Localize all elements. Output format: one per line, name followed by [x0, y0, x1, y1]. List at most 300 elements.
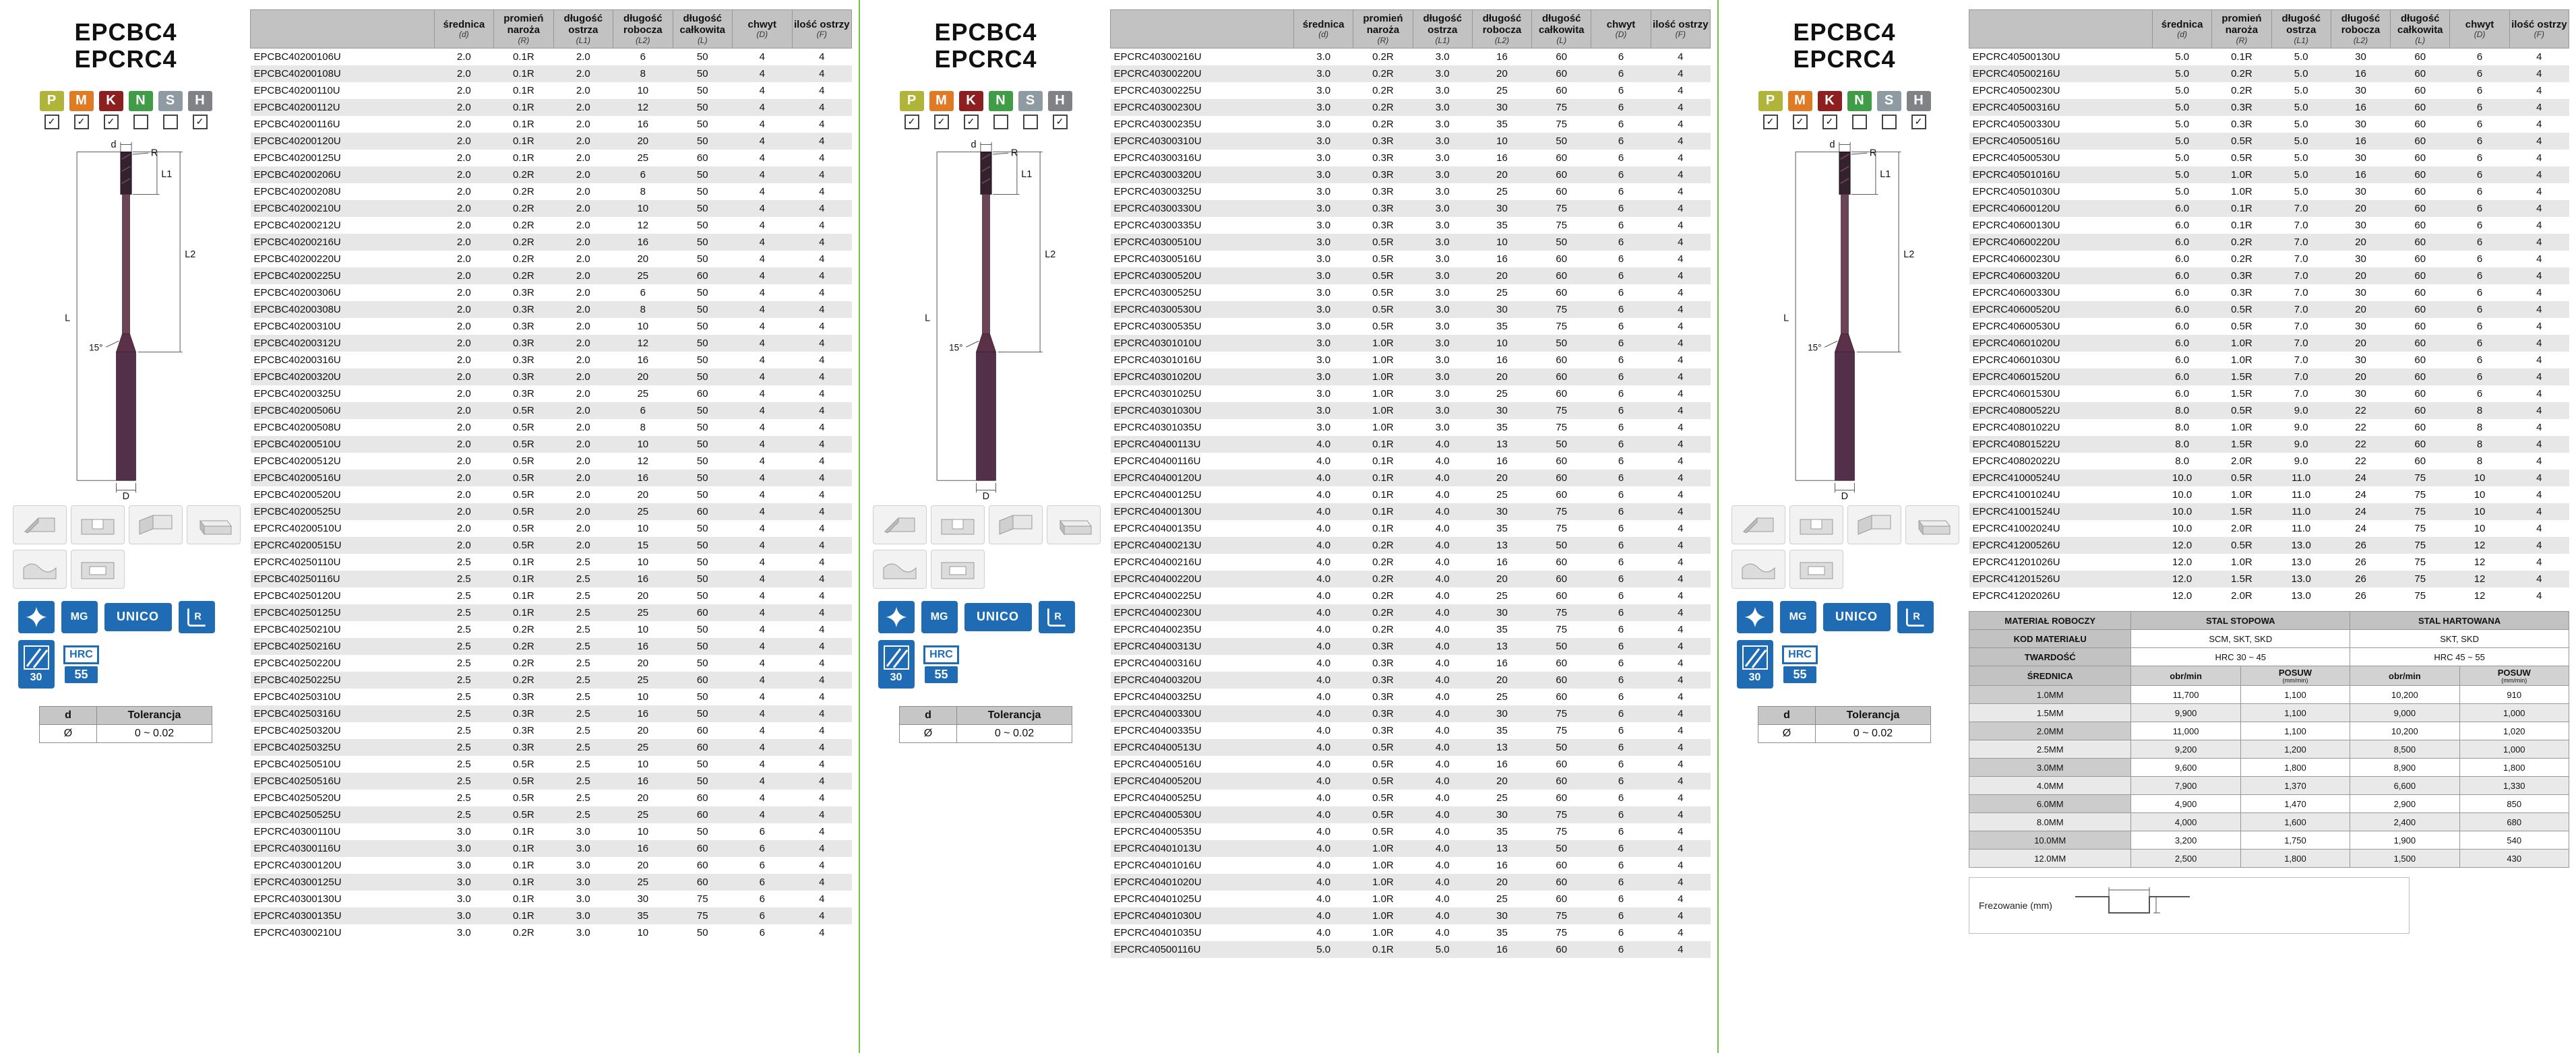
tool-shank: [1835, 352, 1854, 480]
spec-cell: 4: [819, 809, 825, 821]
spec-cell: 4: [2536, 321, 2542, 333]
spec-cell: 8: [640, 304, 646, 316]
spec-cell: 25: [1496, 893, 1508, 905]
spec-cell: 2.0: [576, 354, 590, 366]
table-row: [251, 267, 852, 284]
param-value-cell: 1,900: [2350, 831, 2459, 850]
material-alloy-steel: STAL STOPOWA: [2131, 612, 2350, 630]
table-row: [1969, 335, 2569, 352]
param-diameter-cell: 10.0MM: [1969, 831, 2131, 850]
table-row: [251, 402, 852, 419]
iso-checkbox-K[interactable]: ✓: [104, 115, 119, 129]
iso-group-N: [129, 91, 153, 129]
spec-cell: 3.0: [1435, 236, 1450, 249]
rpm-header: obr/min: [2131, 666, 2240, 686]
spec-cell: 4: [2536, 152, 2542, 164]
spec-cell: 4: [1678, 489, 1684, 501]
spec-cell: 50: [1556, 540, 1568, 552]
spec-cell: 20: [2355, 236, 2366, 249]
spec-cell: 6: [1618, 68, 1624, 80]
spec-cell: 3.0: [1435, 422, 1450, 434]
spec-cell: 6.0: [2175, 388, 2190, 400]
spec-cell: 0.5R: [1372, 826, 1394, 838]
part-number-cell: EPCRC40300220U: [1113, 68, 1202, 80]
part-number-cell: EPCRC40800522U: [1972, 405, 2060, 417]
table-row: [1111, 604, 1711, 621]
spec-cell: 60: [1556, 658, 1568, 670]
part-number-cell: EPCBC40200310U: [253, 321, 341, 333]
spec-cell: 1.5R: [2231, 439, 2252, 451]
spec-cell: 7.0: [2294, 321, 2308, 333]
table-row: [251, 537, 852, 554]
spec-cell: 2.0: [456, 287, 471, 299]
spec-cell: 4: [1678, 236, 1684, 249]
spec-cell: 4: [2536, 422, 2542, 434]
spec-cell: 60: [1556, 759, 1568, 771]
tolerance-symbol: Ø: [1758, 724, 1816, 742]
spec-cell: 4: [819, 725, 825, 737]
spec-cell: 0.2R: [1372, 85, 1394, 97]
spec-cell: 4.0: [1435, 876, 1450, 889]
spec-cell: 4: [759, 540, 765, 552]
spec-cell: 6.0: [2175, 270, 2190, 282]
spec-cell: 4.0: [1316, 826, 1331, 838]
table-row: [1111, 385, 1711, 402]
spec-cell: 20: [1496, 371, 1508, 383]
spec-cell: 0.5R: [1372, 775, 1394, 788]
spec-cell: 8: [640, 186, 646, 198]
params-row: [1969, 648, 2569, 666]
spec-cell: 0.3R: [512, 742, 534, 754]
spec-cell: 0.2R: [1372, 624, 1394, 636]
spec-cell: 4: [819, 573, 825, 585]
column-header: długość całkowita (L): [673, 10, 732, 49]
spec-cell: 4: [1678, 876, 1684, 889]
part-number-cell: EPCRC40400535U: [1113, 826, 1202, 838]
spec-cell: 6: [1618, 270, 1624, 282]
spec-cell: 10: [637, 624, 649, 636]
part-number-cell: EPCRC40301016U: [1113, 354, 1202, 366]
spec-cell: 4.0: [1435, 624, 1450, 636]
part-number-cell: EPCRC40600230U: [1972, 253, 2060, 265]
spec-cell: 60: [696, 152, 708, 164]
iso-checkbox-S[interactable]: [1882, 115, 1897, 129]
param-value-cell: 430: [2459, 850, 2569, 868]
spec-cell: 4: [819, 927, 825, 939]
spec-cell: 16: [1496, 253, 1508, 265]
spec-cell: 1.0R: [1372, 910, 1394, 922]
spec-cell: 4: [819, 455, 825, 468]
spec-cell: 5.0: [2175, 152, 2190, 164]
spec-cell: 3.0: [1316, 338, 1331, 350]
spec-cell: 5.0: [2175, 169, 2190, 181]
spec-cell: 6: [1618, 742, 1624, 754]
spec-cell: 4.0: [1316, 910, 1331, 922]
spec-cell: 0.5R: [1372, 809, 1394, 821]
spec-cell: 2.0: [576, 85, 590, 97]
spec-cell: 1.0R: [2231, 489, 2252, 501]
dim-label-r: R: [1869, 148, 1876, 159]
spec-cell: 6: [1618, 556, 1624, 569]
spec-cell: 50: [696, 220, 708, 232]
table-row: [251, 604, 852, 621]
spec-cell: 4: [1678, 203, 1684, 215]
spec-cell: 0.2R: [1372, 51, 1394, 63]
spec-cell: 4.0: [1435, 893, 1450, 905]
spec-cell: 15: [637, 540, 649, 552]
part-number-cell: EPCRC40300525U: [1113, 287, 1202, 299]
spec-cell: 3.0: [1435, 51, 1450, 63]
tolerance-header-label: Tolerancja: [957, 706, 1072, 724]
iso-checkbox-P[interactable]: ✓: [904, 115, 919, 129]
spec-cell: 0.2R: [1372, 573, 1394, 585]
spec-cell: 13.0: [2291, 556, 2311, 569]
dim-label-angle: 15°: [88, 342, 103, 353]
spec-cell: 6: [1618, 523, 1624, 535]
iso-letter-S: S: [1877, 91, 1901, 111]
feature-icons: [878, 601, 1094, 689]
spec-cell: 3.0: [1316, 220, 1331, 232]
spec-cell: 60: [2414, 102, 2426, 114]
spec-cell: 4.0: [1316, 742, 1331, 754]
param-value-cell: 6,600: [2350, 777, 2459, 795]
spec-cell: 4: [759, 439, 765, 451]
spec-cell: 6: [2476, 85, 2483, 97]
spec-cell: 4: [1678, 708, 1684, 720]
spec-cell: 25: [1496, 186, 1508, 198]
spec-cell: 3.0: [1435, 68, 1450, 80]
spec-cell: 2.0: [576, 270, 590, 282]
spec-cell: 4: [1678, 809, 1684, 821]
spec-cell: 16: [1496, 455, 1508, 468]
spec-cell: 10: [637, 85, 649, 97]
spec-cell: 6: [1618, 455, 1624, 468]
spec-cell: 6.0: [2175, 371, 2190, 383]
spec-cell: 30: [1496, 203, 1508, 215]
part-number-cell: EPCRC41201526U: [1972, 573, 2060, 585]
four-flute-cross-section-icon: [1737, 601, 1773, 633]
spec-cell: 6: [2476, 203, 2483, 215]
part-number-cell: EPCRC40300516U: [1113, 253, 1202, 265]
spec-cell: 2.0: [456, 304, 471, 316]
table-row: [1111, 907, 1711, 924]
spec-cell: 3.0: [1316, 203, 1331, 215]
spec-cell: 4: [1678, 371, 1684, 383]
iso-checkbox-N[interactable]: [993, 115, 1008, 129]
part-number-cell: EPCBC40200508U: [253, 422, 341, 434]
spec-cell: 50: [696, 422, 708, 434]
part-number-cell: EPCBC40200510U: [253, 439, 341, 451]
spec-cell: 60: [1556, 354, 1568, 366]
spec-cell: 4: [2536, 135, 2542, 148]
iso-checkbox-K[interactable]: ✓: [1822, 115, 1837, 129]
spec-cell: 0.5R: [1372, 270, 1394, 282]
spec-cell: 6: [1618, 203, 1624, 215]
dim-label-d: d: [1829, 139, 1835, 150]
spec-cell: 4: [759, 725, 765, 737]
iso-checkbox-M[interactable]: ✓: [1793, 115, 1808, 129]
series-title-line1: EPCBC4: [1793, 18, 1896, 46]
spec-cell: 13: [1496, 641, 1508, 653]
part-number-cell: EPCRC40601030U: [1972, 354, 2060, 366]
spec-cell: 2.0: [456, 405, 471, 417]
iso-group-K: [99, 91, 123, 129]
part-number-cell: EPCRC40401016U: [1113, 860, 1202, 872]
table-row: [1111, 402, 1711, 419]
application-icons: [873, 505, 1099, 589]
spec-cell: 6: [1618, 85, 1624, 97]
spec-cell: 4.0: [1316, 708, 1331, 720]
spec-cell: 2.0: [576, 338, 590, 350]
spec-cell: 4: [1678, 944, 1684, 956]
spec-cell: 4: [759, 742, 765, 754]
tool-shank: [116, 352, 135, 480]
spec-cell: 4: [819, 85, 825, 97]
spec-cell: 2.0: [456, 119, 471, 131]
table-row: [1111, 840, 1711, 857]
spec-cell: 2.0: [576, 220, 590, 232]
part-number-cell: EPCRC40400135U: [1113, 523, 1202, 535]
spec-cell: 8: [2476, 405, 2483, 417]
spec-cell: 12.0: [2172, 556, 2192, 569]
spec-cell: 4: [819, 388, 825, 400]
iso-checkbox-P[interactable]: ✓: [1763, 115, 1778, 129]
spec-cell: 3.0: [576, 826, 590, 838]
param-value-cell: 1,020: [2459, 722, 2569, 740]
helix-angle-icon: [878, 640, 915, 689]
spec-cell: 30: [637, 893, 649, 905]
spec-cell: 4: [1678, 422, 1684, 434]
cutting-params-table: [1969, 611, 2569, 868]
spec-cell: 0.5R: [512, 405, 534, 417]
params-row: [1969, 722, 2569, 740]
spec-cell: 4: [2536, 405, 2542, 417]
spec-cell: 50: [696, 691, 708, 703]
part-number-cell: EPCRC40500330U: [1972, 119, 2060, 131]
spec-cell: 9.0: [2294, 455, 2308, 468]
spec-cell: 6: [759, 826, 765, 838]
spec-cell: 4: [819, 68, 825, 80]
tolerance-header-d: d: [40, 706, 97, 724]
table-row: [1111, 520, 1711, 537]
spec-cell: 6: [1618, 826, 1624, 838]
spec-cell: 2.5: [456, 809, 471, 821]
spec-cell: 3.0: [1316, 321, 1331, 333]
spec-cell: 5.0: [2294, 186, 2308, 198]
spec-cell: 25: [1496, 489, 1508, 501]
spec-cell: 4: [1678, 775, 1684, 788]
spec-cell: 2.0: [576, 203, 590, 215]
part-number-cell: EPCRC40601520U: [1972, 371, 2060, 383]
spec-cell: 0.5R: [512, 775, 534, 788]
spec-cell: 0.5R: [1372, 759, 1394, 771]
hrc-label: HRC: [63, 645, 99, 664]
param-value-cell: 1,100: [2240, 686, 2350, 704]
spec-cell: 24: [2355, 523, 2366, 535]
spec-cell: 1.0R: [1372, 371, 1394, 383]
spec-cell: 4: [759, 220, 765, 232]
spec-cell: 4.0: [1435, 742, 1450, 754]
spec-cell: 6: [1618, 843, 1624, 855]
spec-cell: 0.3R: [512, 338, 534, 350]
spec-cell: 0.3R: [512, 354, 534, 366]
spec-cell: 0.5R: [1372, 742, 1394, 754]
spec-cell: 3.0: [1435, 135, 1450, 148]
table-row: [1111, 874, 1711, 891]
helix-angle-icon: [1737, 640, 1773, 689]
face-milling-icon: [1047, 505, 1101, 544]
spec-cell: 12: [2474, 540, 2486, 552]
spec-cell: 16: [637, 236, 649, 249]
table-row: [1969, 284, 2569, 301]
iso-checkbox-N[interactable]: [1852, 115, 1867, 129]
spec-cell: 75: [1556, 607, 1568, 619]
spec-cell: 60: [696, 742, 708, 754]
spec-cell: 0.5R: [2231, 405, 2252, 417]
spec-cell: 60: [2414, 287, 2426, 299]
table-row: [251, 65, 852, 82]
spec-cell: 4.0: [1316, 540, 1331, 552]
spec-cell: 3.0: [456, 893, 471, 905]
ramping-icon: [13, 505, 67, 544]
spec-cell: 75: [2414, 506, 2426, 518]
spec-cell: 10: [2474, 489, 2486, 501]
dim-label-l1: L1: [160, 168, 172, 180]
spec-cell: 60: [2414, 169, 2426, 181]
spec-cell: 4: [819, 253, 825, 265]
part-number-cell: EPCRC40301030U: [1113, 405, 1202, 417]
spec-cell: 4: [2536, 186, 2542, 198]
spec-cell: 75: [1556, 624, 1568, 636]
part-number-cell: EPCRC40300216U: [1113, 51, 1202, 63]
part-number-cell: EPCBC40250116U: [253, 573, 340, 585]
spec-cell: 4: [759, 523, 765, 535]
hrc-value: 55: [65, 666, 97, 683]
spec-cell: 25: [1496, 590, 1508, 602]
spec-cell: 3.0: [1316, 186, 1331, 198]
iso-checkbox-P[interactable]: ✓: [44, 115, 59, 129]
spec-cell: 60: [696, 270, 708, 282]
spec-cell: 4.0: [1316, 792, 1331, 804]
spec-cell: 6: [1618, 388, 1624, 400]
spec-cell: 60: [1556, 944, 1568, 956]
spec-cell: 0.5R: [512, 455, 534, 468]
table-row: [1111, 116, 1711, 133]
tool-neck: [982, 194, 989, 333]
spec-cell: 2.5: [456, 641, 471, 653]
column-header: ilość ostrzy (F): [2509, 10, 2569, 49]
table-row: [1969, 133, 2569, 150]
spec-cell: 6: [1618, 102, 1624, 114]
hrc-label: HRC: [923, 645, 959, 664]
spec-cell: 3.0: [1435, 371, 1450, 383]
part-number-cell: EPCRC40400230U: [1113, 607, 1202, 619]
spec-cell: 4: [819, 439, 825, 451]
spec-cell: 0.5R: [1372, 304, 1394, 316]
spec-cell: 5.0: [2294, 102, 2308, 114]
spec-cell: 60: [696, 809, 708, 821]
iso-checkbox-M[interactable]: ✓: [74, 115, 89, 129]
spec-cell: 4: [1678, 893, 1684, 905]
param-value-cell: 910: [2459, 686, 2569, 704]
spec-cell: 4: [2536, 523, 2542, 535]
spec-cell: 4: [1678, 338, 1684, 350]
spec-cell: 4: [819, 270, 825, 282]
spec-cell: 6: [2476, 304, 2483, 316]
spec-cell: 60: [696, 607, 708, 619]
spec-cell: 0.5R: [512, 540, 534, 552]
table-row: [1111, 352, 1711, 369]
iso-checkbox-M[interactable]: ✓: [934, 115, 949, 129]
spec-cell: 4: [819, 102, 825, 114]
spec-cell: 6: [1618, 338, 1624, 350]
rpm-header: obr/min: [2350, 666, 2459, 686]
dim-label-l2: L2: [1903, 249, 1914, 260]
spec-cell: 4: [1678, 102, 1684, 114]
iso-checkbox-H[interactable]: ✓: [1911, 115, 1926, 129]
param-value-cell: 1,470: [2240, 795, 2350, 813]
part-number-cell: EPCBC40200225U: [253, 270, 341, 282]
iso-checkbox-H[interactable]: ✓: [193, 115, 208, 129]
spec-cell: 6.0: [2175, 354, 2190, 366]
table-row: [251, 301, 852, 318]
spec-cell: 4: [819, 624, 825, 636]
work-material-label: MATERIAŁ ROBOCZY: [1969, 612, 2131, 630]
spec-cell: 0.1R: [512, 910, 534, 922]
part-number-cell: EPCBC40200216U: [253, 236, 341, 249]
spec-cell: 4: [759, 759, 765, 771]
spec-cell: 50: [696, 68, 708, 80]
spec-cell: 6: [2476, 68, 2483, 80]
part-number-cell: EPCBC40200306U: [253, 287, 341, 299]
spec-cell: 0.2R: [512, 186, 534, 198]
table-row: [1111, 773, 1711, 790]
spec-cell: 10: [637, 927, 649, 939]
spec-cell: 6: [759, 843, 765, 855]
spec-cell: 3.0: [1316, 135, 1331, 148]
spec-cell: 4: [1678, 270, 1684, 282]
iso-checkbox-K[interactable]: ✓: [964, 115, 979, 129]
iso-letter-H: H: [1907, 91, 1931, 111]
spec-cell: 0.1R: [512, 85, 534, 97]
part-number-cell: EPCRC40600220U: [1972, 236, 2060, 249]
table-row: [1969, 65, 2569, 82]
spec-cell: 6.0: [2175, 304, 2190, 316]
part-number-cell: EPCRC40500130U: [1972, 51, 2060, 63]
iso-checkbox-H[interactable]: ✓: [1053, 115, 1068, 129]
iso-checkbox-S[interactable]: [163, 115, 178, 129]
spec-cell: 10.0: [2172, 523, 2192, 535]
spec-cell: 75: [1556, 220, 1568, 232]
spec-cell: 20: [1496, 876, 1508, 889]
spec-cell: 0.3R: [512, 388, 534, 400]
spec-cell: 4: [2536, 287, 2542, 299]
dim-label-r: R: [150, 148, 158, 159]
part-number-cell: EPCRC40600530U: [1972, 321, 2060, 333]
spec-cell: 2.5: [576, 708, 590, 720]
spec-cell: 3.0: [1316, 102, 1331, 114]
spec-cell: 0.1R: [512, 573, 534, 585]
iso-checkbox-S[interactable]: [1023, 115, 1038, 129]
params-row: [1969, 777, 2569, 795]
pocket-milling-icon: [71, 550, 125, 589]
spec-cell: 0.2R: [512, 624, 534, 636]
spec-cell: 4: [2536, 439, 2542, 451]
spec-cell: 60: [2414, 422, 2426, 434]
spec-cell: 75: [2414, 489, 2426, 501]
iso-checkbox-N[interactable]: [133, 115, 148, 129]
tolerance-table: [39, 706, 212, 743]
